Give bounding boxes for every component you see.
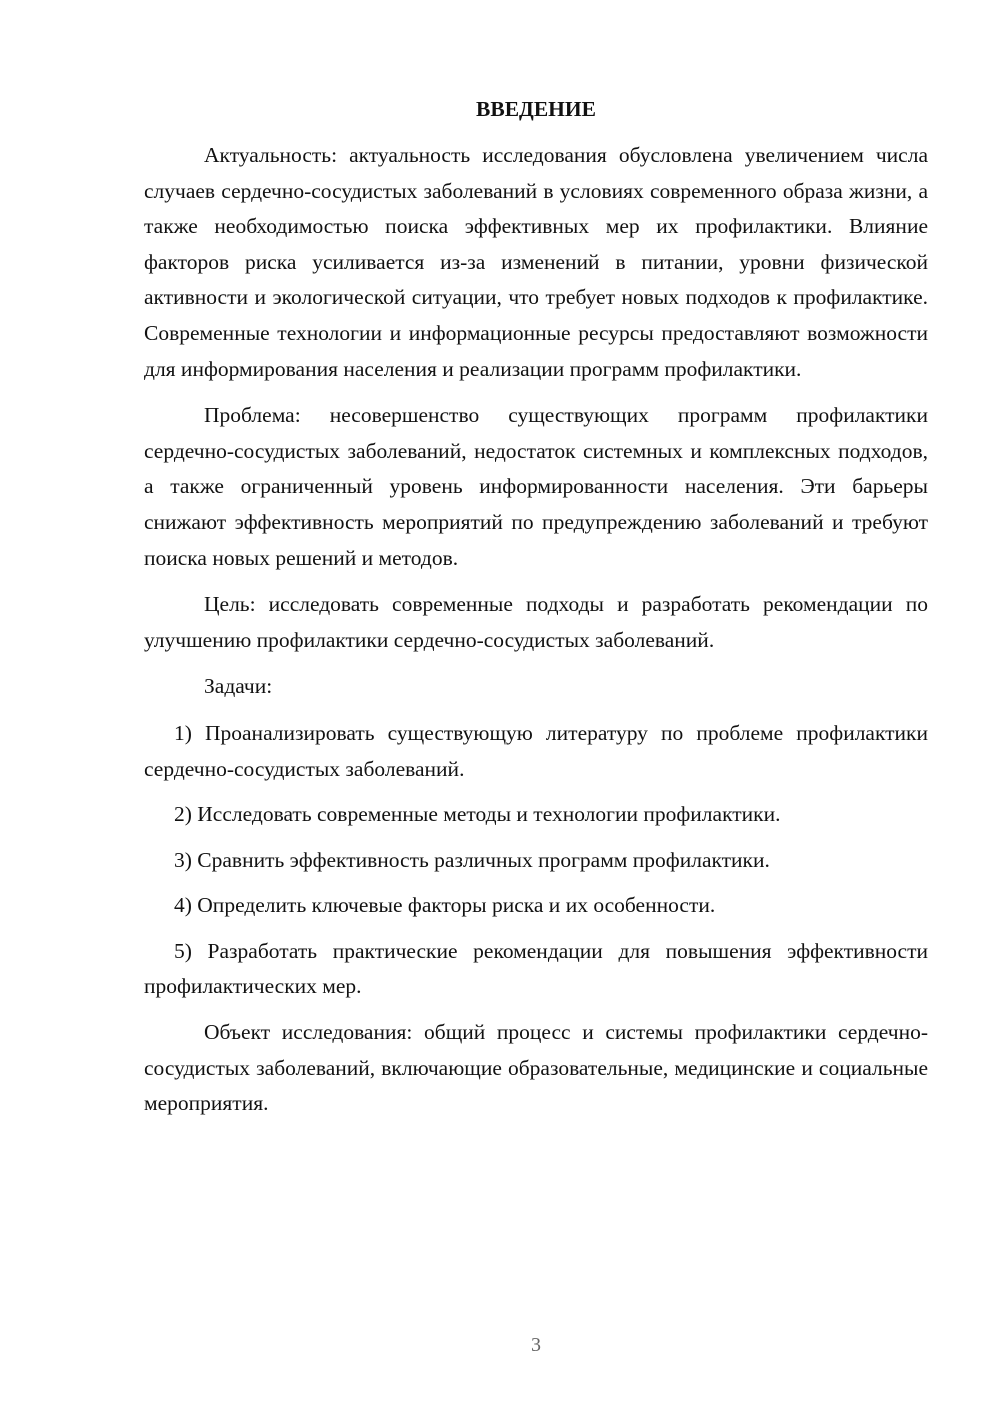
object-paragraph: Объект исследования: общий процесс и системы профилактики сердечно-сосудистых заболеваний, включающие образовательные, медицинские и социальные мероприятия. <box>144 1020 928 1116</box>
task-item: 3) Сравнить эффективность различных программ профилактики. <box>174 847 770 872</box>
task-item: 1) Проанализировать существующую литературу по проблеме профилактики сердечно-сосудистых заболеваний. <box>144 720 928 781</box>
goal-paragraph: Цель: исследовать современные подходы и разработать рекомендации по улучшению профилактики сердечно-сосудистых заболеваний. <box>144 592 928 652</box>
task-item: 4) Определить ключевые факторы риска и их особенности. <box>174 893 716 918</box>
section-title: ВВЕДЕНИЕ <box>476 97 596 121</box>
document-page <box>144 92 928 1133</box>
tasks-heading: Задачи: <box>204 674 273 699</box>
relevance-paragraph: Актуальность: актуальность исследования обусловлена увеличением числа случаев сердечно-сосудистых заболеваний в условиях современного образа жизни, а также необходимостью поиска эффективных мер их профилактики. Влияние факторов риска усиливается из-за изменений в питании, уровни физической активности и экологической ситуации, что требует новых подходов к профилактике. Современные технологии и информационные ресурсы предоставляют возможности для информирования населения и реализации программ профилактики. <box>144 143 928 381</box>
problem-paragraph: Проблема: несовершенство существующих программ профилактики сердечно-сосудистых заболеваний, недостаток системных и комплексных подходов, а также ограниченный уровень информированности населения. Эти барьеры снижают эффективность мероприятий по предупреждению заболеваний и требуют поиска новых решений и методов. <box>144 403 928 570</box>
task-item: 5) Разработать практические рекомендации для повышения эффективности профилактических мер. <box>144 938 928 999</box>
task-item: 2) Исследовать современные методы и технологии профилактики. <box>174 802 781 827</box>
page-number: 3 <box>531 1334 541 1356</box>
